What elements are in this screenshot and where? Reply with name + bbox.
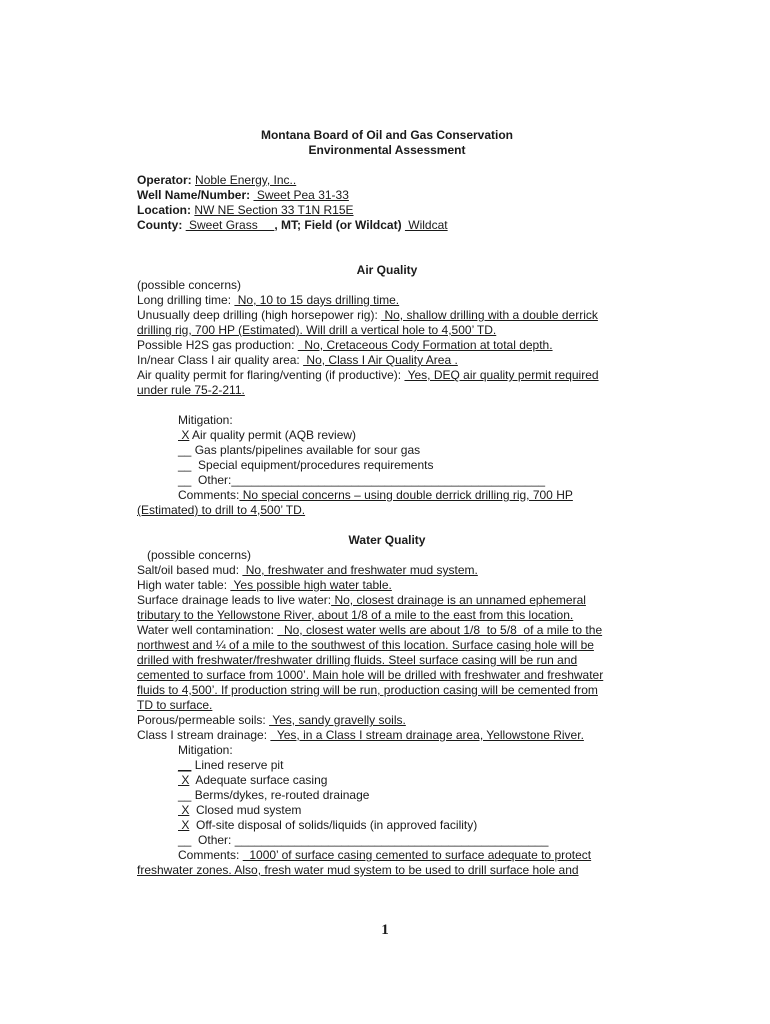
- location-value: NW NE Section 33 T1N R15E: [194, 203, 354, 217]
- well-line: [137, 188, 637, 203]
- air-mitigation-item: [137, 458, 637, 473]
- surface-drainage-line: [137, 593, 637, 608]
- air-mitigation-item: [137, 473, 637, 488]
- air-quality-heading: Air Quality: [356, 263, 418, 277]
- water-well-value-5: fluids to 4,500’. If production string will be run, production casing will be cemented from: [137, 683, 598, 697]
- deep-drilling-line: [137, 308, 637, 323]
- surface-drainage-value-1: No, closest drainage is an unnamed ephemeral: [331, 593, 586, 607]
- air-permit-label: Air quality permit for flaring/venting (if productive):: [137, 368, 405, 382]
- class1-air-line: [137, 353, 637, 368]
- long-drilling-line: [137, 293, 637, 308]
- class1-air-value: No, Class I Air Quality Area .: [303, 353, 458, 367]
- well-label: Well Name/Number:: [137, 188, 251, 202]
- water-possible-concerns: (possible concerns): [137, 548, 252, 562]
- water-comments-value-1: 1000’ of surface casing cemented to surface adequate to protect: [242, 848, 592, 862]
- water-mitigation-text: Berms/dykes, re-routed drainage: [191, 788, 370, 802]
- water-mitigation-check: __: [178, 758, 192, 772]
- class1-stream-label: Class I stream drainage:: [137, 728, 271, 742]
- location-line: [137, 203, 637, 218]
- water-well-value-6: TD to surface.: [137, 698, 213, 712]
- water-well-line-3: [137, 653, 637, 668]
- water-well-line: [137, 623, 637, 638]
- high-water-table-value: Yes possible high water table.: [230, 578, 392, 592]
- air-mitigation-label: Mitigation:: [178, 413, 233, 427]
- class1-air-label: In/near Class I air quality area:: [137, 353, 304, 367]
- long-drilling-label: Long drilling time:: [137, 293, 235, 307]
- salt-mud-label: Salt/oil based mud:: [137, 563, 243, 577]
- water-quality-heading: Water Quality: [348, 533, 426, 547]
- air-mitigation-text: Gas plants/pipelines available for sour gas: [191, 443, 421, 457]
- water-mitigation-check: X: [178, 773, 190, 787]
- water-mitigation-item: [137, 758, 637, 773]
- air-mitigation-item: [137, 428, 637, 443]
- water-mitigation-item: [137, 818, 637, 833]
- water-well-label: Water well contamination:: [137, 623, 278, 637]
- air-comments-line: [137, 488, 637, 503]
- operator-label: Operator:: [137, 173, 192, 187]
- h2s-line: [137, 338, 637, 353]
- salt-mud-value: No, freshwater and freshwater mud system.: [242, 563, 478, 577]
- water-mitigation-check: __: [178, 788, 192, 802]
- air-mitigation-item: [137, 443, 637, 458]
- water-well-line-5: [137, 683, 637, 698]
- field-value: Wildcat: [404, 218, 448, 232]
- air-mitigation-text: Air quality permit (AQB review): [189, 428, 357, 442]
- water-well-line-2: [137, 638, 637, 653]
- page-number: 1: [381, 922, 389, 938]
- porous-soils-label: Porous/permeable soils:: [137, 713, 270, 727]
- water-mitigation-item: [137, 833, 637, 848]
- water-comments-value-2: freshwater zones. Also, fresh water mud system to be used to drill surface hole and: [137, 863, 579, 877]
- surface-drainage-line-2: [137, 608, 637, 623]
- water-comments-line: [137, 848, 637, 863]
- county-value: Sweet Grass: [185, 218, 275, 232]
- water-well-value-3: drilled with freshwater/freshwater drilling fluids. Steel surface casing will be run and: [137, 653, 578, 667]
- water-well-value-1: No, closest water wells are about 1/8 to 5/8 of a mile to the: [277, 623, 603, 637]
- h2s-label: Possible H2S gas production:: [137, 338, 298, 352]
- class1-stream-value: Yes, in a Class I stream drainage area, Yellowstone River.: [270, 728, 584, 742]
- air-permit-value-2: under rule 75-2-211.: [137, 383, 245, 397]
- air-permit-line: [137, 368, 637, 383]
- air-possible-concerns: (possible concerns): [137, 278, 242, 292]
- water-mitigation-text: Adequate surface casing: [189, 773, 328, 787]
- air-permit-value-1: Yes, DEQ air quality permit required: [404, 368, 599, 382]
- air-comments-value-1: No special concerns – using double derrick drilling rig, 700 HP: [239, 488, 573, 502]
- water-mitigation-check: X: [178, 818, 190, 832]
- document-subtitle: Environmental Assessment: [308, 143, 466, 157]
- water-mitigation-text: Closed mud system: [189, 803, 302, 817]
- air-other-blank: _______________________________________________: [231, 473, 546, 487]
- air-mitigation-check: __: [178, 458, 192, 472]
- water-mitigation-check: X: [178, 803, 190, 817]
- surface-drainage-label: Surface drainage leads to live water:: [137, 593, 332, 607]
- water-mitigation-check: __: [178, 833, 192, 847]
- porous-soils-line: [137, 713, 637, 728]
- water-mitigation-item: [137, 803, 637, 818]
- high-water-table-label: High water table:: [137, 578, 231, 592]
- salt-mud-line: [137, 563, 637, 578]
- deep-drilling-line-2: [137, 323, 637, 338]
- air-mitigation-check: __: [178, 473, 192, 487]
- air-mitigation-check: __: [178, 443, 192, 457]
- h2s-value: No, Cretaceous Cody Formation at total depth.: [297, 338, 553, 352]
- air-comments-label: Comments:: [178, 488, 240, 502]
- water-well-value-2: northwest and ¼ of a mile to the southwest of this location. Surface casing hole will be: [137, 638, 594, 652]
- water-well-line-6: [137, 698, 637, 713]
- deep-drilling-value-1: No, shallow drilling with a double derrick: [381, 308, 598, 322]
- high-water-table-line: [137, 578, 637, 593]
- air-mitigation-check: X: [178, 428, 190, 442]
- air-mitigation-text: Special equipment/procedures requirements: [191, 458, 434, 472]
- deep-drilling-label: Unusually deep drilling (high horsepower rig):: [137, 308, 382, 322]
- deep-drilling-value-2: drilling rig, 700 HP (Estimated). Will drill a vertical hole to 4,500’ TD.: [137, 323, 497, 337]
- class1-stream-line: [137, 728, 637, 743]
- operator-value: Noble Energy, Inc..: [195, 173, 297, 187]
- location-label: Location:: [137, 203, 191, 217]
- water-mitigation-label: Mitigation:: [178, 743, 233, 757]
- surface-drainage-value-2: tributary to the Yellowstone River, about 1/8 of a mile to the east from this location.: [137, 608, 574, 622]
- water-well-value-4: cemented to surface from 1000’. Main hole will be drilled with freshwater and freshwater: [137, 668, 604, 682]
- air-mitigation-text: Other:: [191, 473, 232, 487]
- long-drilling-value: No, 10 to 15 days drilling time.: [234, 293, 400, 307]
- air-comments-line-2: [137, 503, 637, 518]
- water-mitigation-item: [137, 788, 637, 803]
- county-label: County:: [137, 218, 183, 232]
- water-well-line-4: [137, 668, 637, 683]
- air-comments-value-2: (Estimated) to drill to 4,500’ TD.: [137, 503, 306, 517]
- document-content: [137, 128, 637, 878]
- document-title: Montana Board of Oil and Gas Conservation: [260, 128, 514, 142]
- water-mitigation-item: [137, 773, 637, 788]
- county-line: [137, 218, 637, 233]
- well-value: Sweet Pea 31-33: [253, 188, 349, 202]
- water-mitigation-text: Off-site disposal of solids/liquids (in approved facility): [189, 818, 478, 832]
- water-comments-line-2: [137, 863, 637, 878]
- county-rest: , MT; Field (or Wildcat): [274, 218, 402, 232]
- air-permit-line-2: [137, 383, 637, 398]
- porous-soils-value: Yes, sandy gravelly soils.: [269, 713, 406, 727]
- water-other-blank: _______________________________________________: [234, 833, 549, 847]
- water-mitigation-text: Other:: [191, 833, 235, 847]
- water-mitigation-text: Lined reserve pit: [191, 758, 284, 772]
- operator-line: [137, 173, 637, 188]
- water-comments-label: Comments:: [178, 848, 243, 862]
